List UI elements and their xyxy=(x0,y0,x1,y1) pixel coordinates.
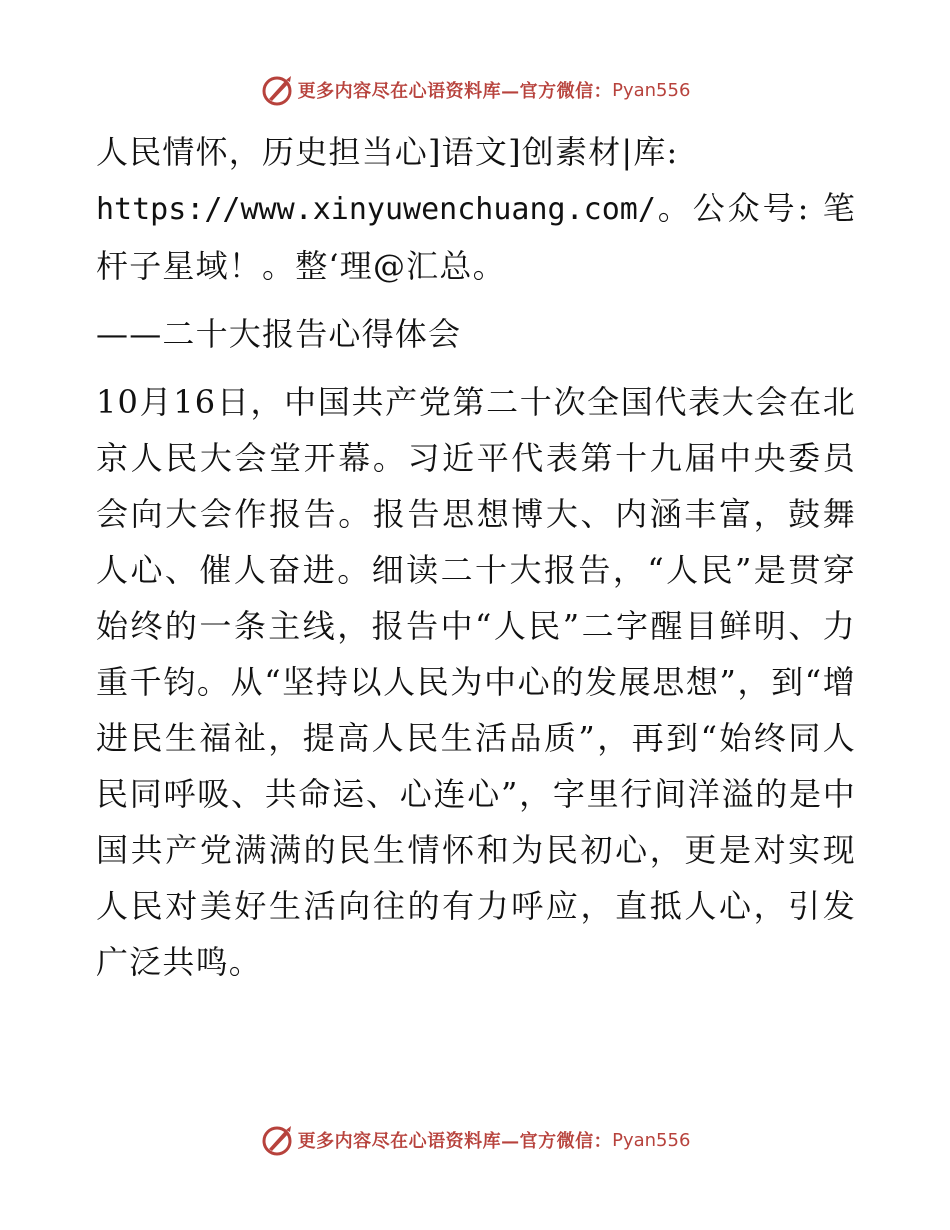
header-wechat-id: Pyan556 xyxy=(612,79,691,101)
quill-logo-icon xyxy=(260,1123,294,1157)
document-body xyxy=(96,124,856,990)
quill-logo-icon xyxy=(260,73,294,107)
intro-lead-text: 人民情怀，历史担当心]语文]创素材|库: xyxy=(96,133,679,171)
intro-tail-text: 。公众号: 笔杆子星域！。整‘理@汇总。 xyxy=(96,189,856,285)
document-subtitle: ——二十大报告心得体会 xyxy=(96,315,462,353)
source-url: https://www.xinyuwenchuang.com/ xyxy=(96,192,656,227)
intro-paragraph xyxy=(96,124,856,294)
body-paragraph: 10月16日，中国共产党第二十次全国代表大会在北京人民大会堂开幕。习近平代表第十九届中央委员会向大会作报告。报告思想博大、内涵丰富，鼓舞人心、催人奋进。细读二十大报告，“人民”是贯穿始终的一条主线，报告中“人民”二字醒目鲜明、力重千钧。从“坚持以人民为中心的发展思想”，到“增进民生福祉，提高人民生活品质”，再到“始终同人民同呼吸、共命运、心连心”，字里行间洋溢的是中国共产党满满的民生情怀和为民初心，更是对实现人民对美好生活向往的有力呼应，直抵人心，引发广泛共鸣。 xyxy=(96,383,856,981)
header-banner-text: 更多内容尽在心语资料库—官方微信： xyxy=(297,81,613,102)
footer-wechat-id: Pyan556 xyxy=(612,1129,691,1151)
footer-banner-text: 更多内容尽在心语资料库—官方微信： xyxy=(297,1131,613,1152)
header-watermark-banner xyxy=(0,70,950,110)
footer-watermark-banner xyxy=(0,1120,950,1160)
